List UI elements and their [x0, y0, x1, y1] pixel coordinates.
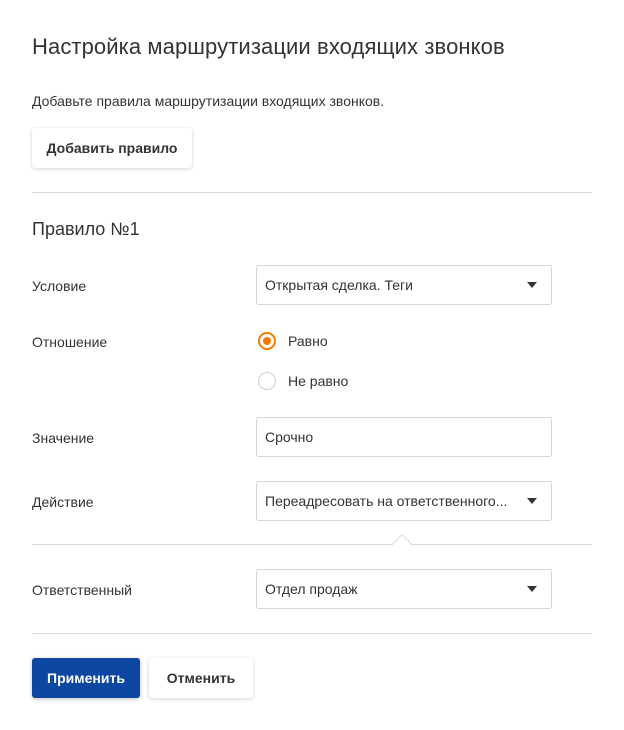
cancel-button[interactable]: Отменить — [149, 658, 253, 698]
rule-title: Правило №1 — [32, 219, 140, 239]
action-pointer-notch — [392, 534, 412, 554]
value-input[interactable] — [256, 417, 552, 457]
radio-equal[interactable] — [258, 332, 328, 350]
relation-label: Отношение — [32, 334, 108, 350]
action-label: Действие — [32, 494, 94, 510]
caret-down-icon — [527, 586, 537, 592]
radio-not-equal[interactable] — [258, 372, 348, 390]
condition-select[interactable] — [256, 265, 552, 305]
apply-button[interactable]: Применить — [32, 658, 140, 698]
radio-not-equal-label: Не равно — [288, 373, 349, 389]
page-title: Настройка маршрутизации входящих звонков — [32, 34, 505, 59]
responsible-select-value: Отдел продаж — [265, 581, 358, 597]
radio-unchecked-icon — [258, 372, 276, 390]
bottom-divider — [32, 633, 592, 634]
condition-label: Условие — [32, 278, 87, 294]
condition-select-value: Открытая сделка. Теги — [265, 277, 413, 293]
add-rule-button[interactable]: Добавить правило — [32, 128, 192, 168]
page-subtitle: Добавьте правила маршрутизации входящих звонков. — [32, 93, 385, 109]
radio-checked-icon — [258, 332, 276, 350]
action-divider — [32, 544, 592, 545]
value-label: Значение — [32, 430, 95, 446]
top-divider — [32, 192, 592, 193]
responsible-label: Ответственный — [32, 582, 132, 598]
action-select[interactable] — [256, 481, 552, 521]
responsible-select[interactable] — [256, 569, 552, 609]
caret-down-icon — [527, 498, 537, 504]
radio-equal-label: Равно — [288, 333, 328, 349]
action-select-value: Переадресовать на ответственного... — [265, 493, 508, 509]
caret-down-icon — [527, 282, 537, 288]
